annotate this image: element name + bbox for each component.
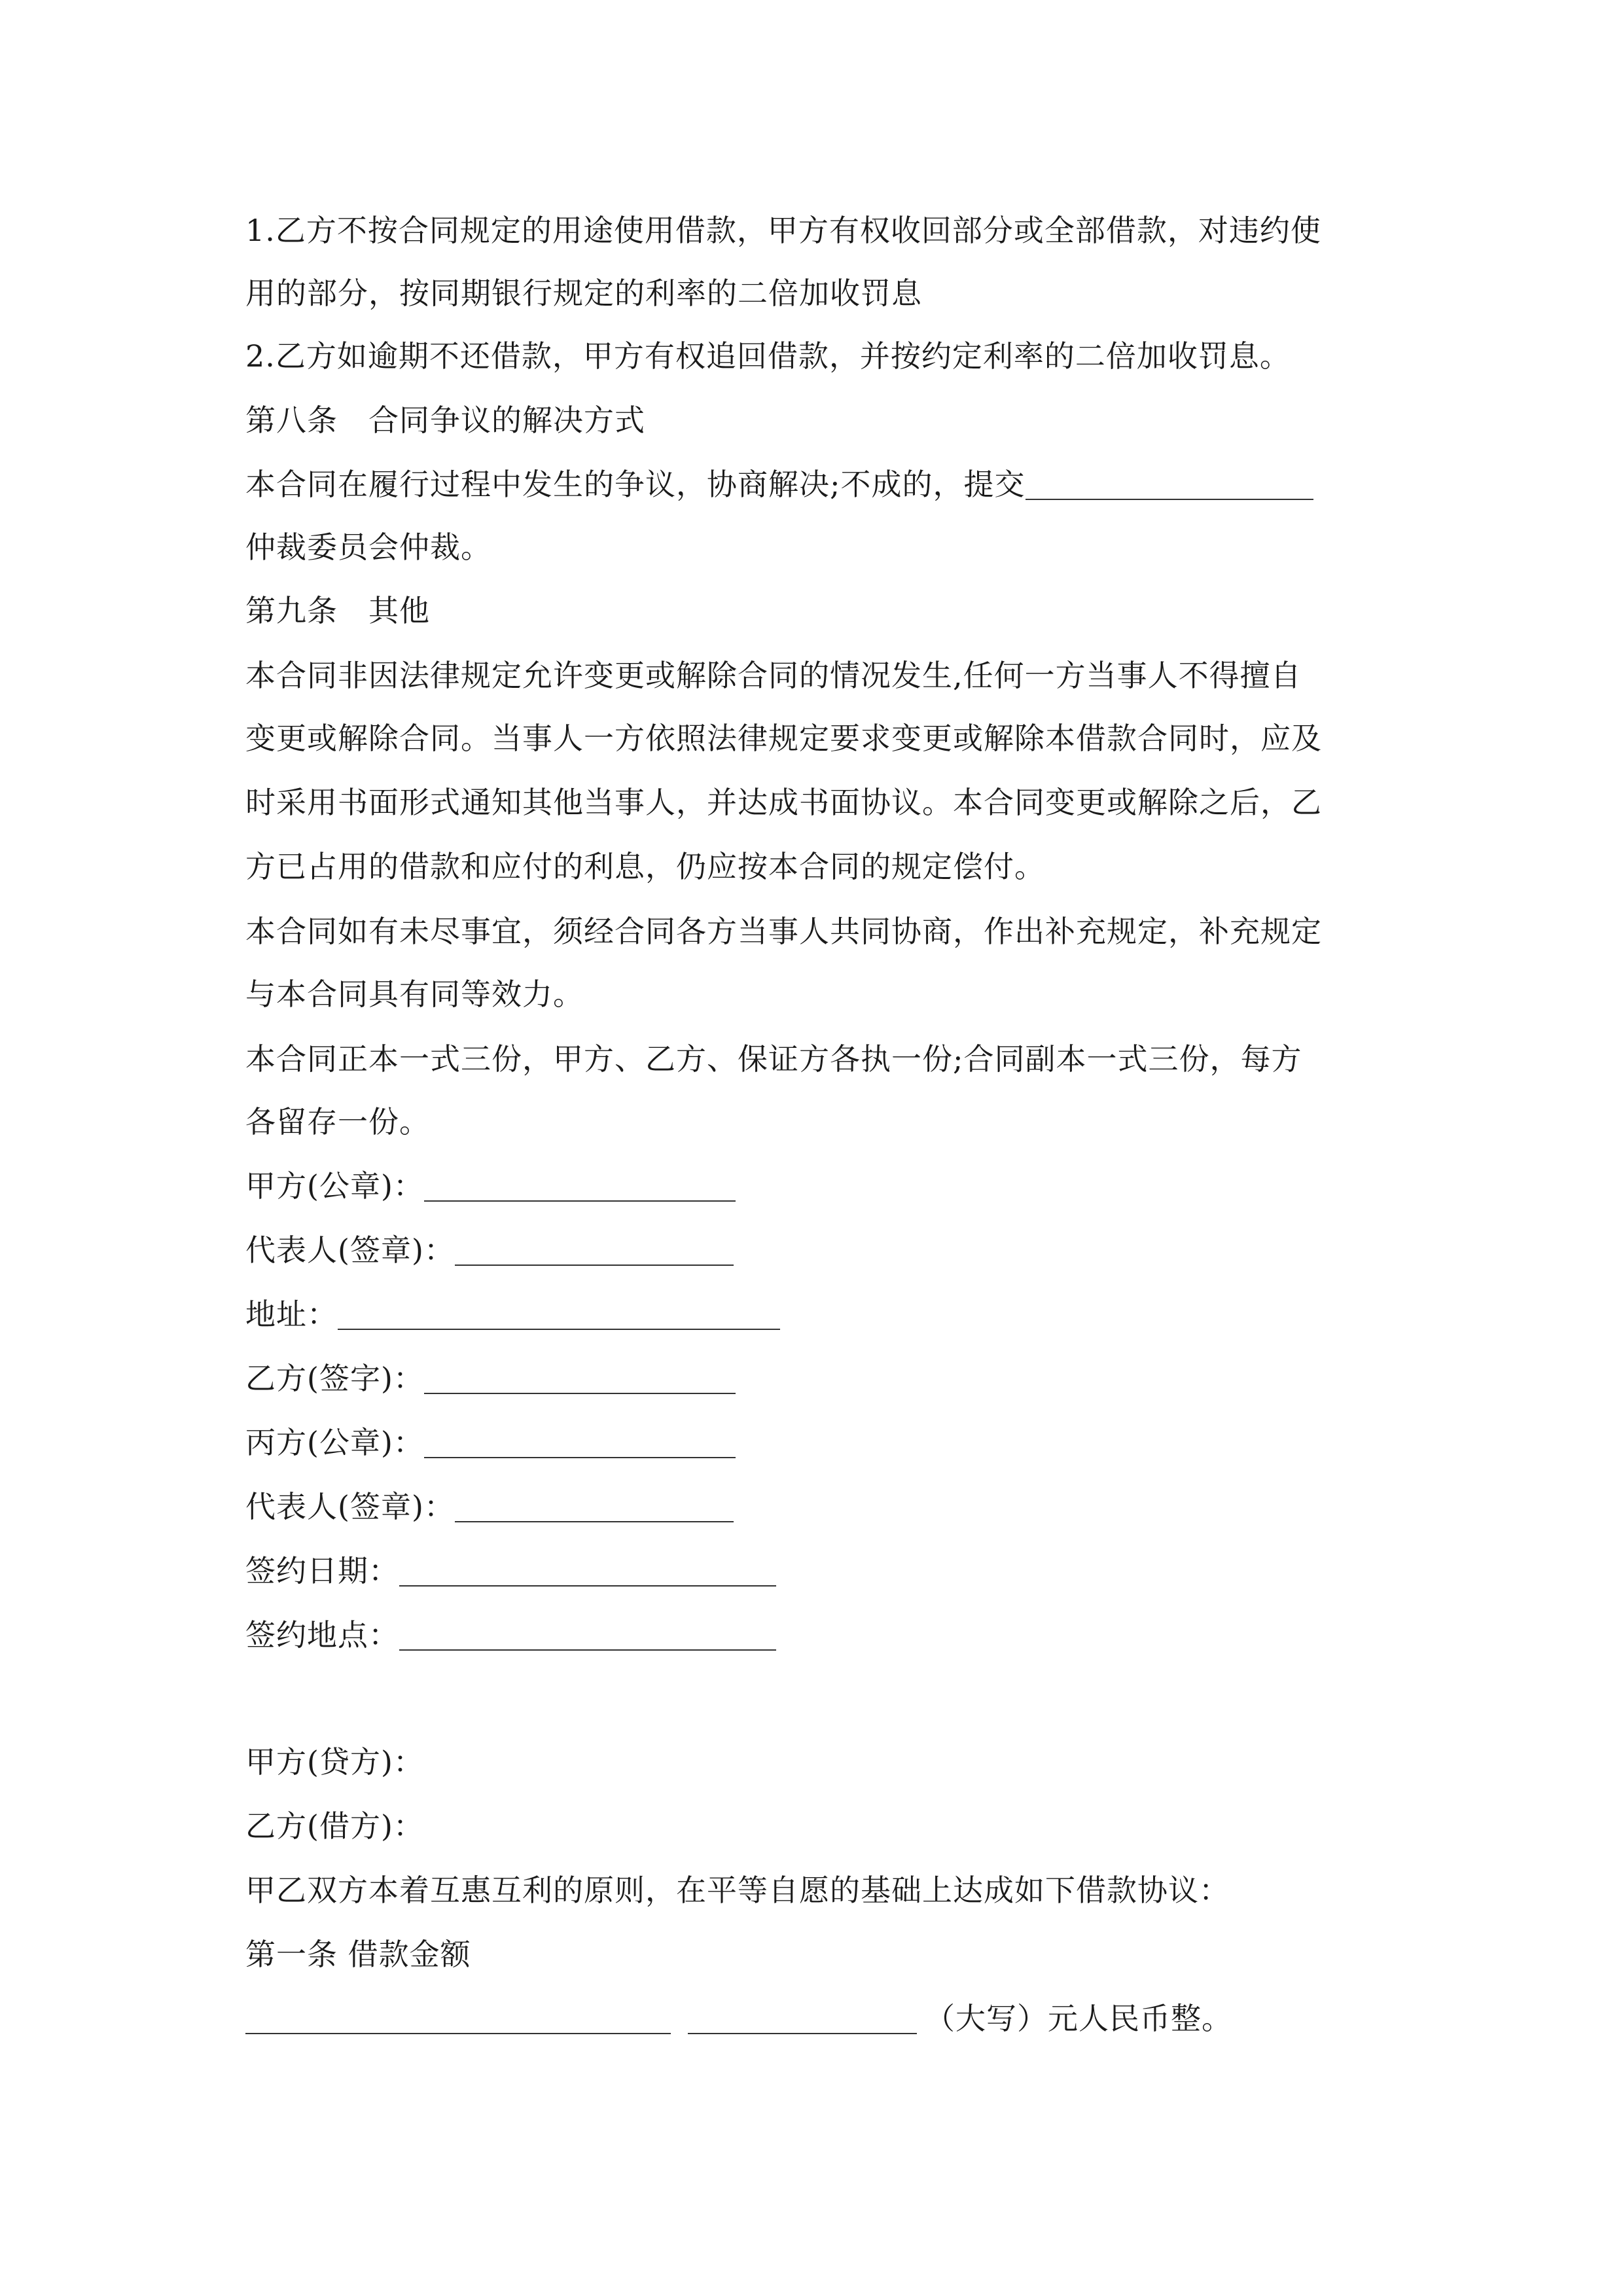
article-9-para-2-line-1: 本合同如有未尽事宜，须经合同各方当事人共同协商，作出补充规定，补充规定 xyxy=(245,914,1322,949)
signing-place-blank[interactable] xyxy=(399,1621,776,1651)
party-c-seal-label: 丙方(公章)： xyxy=(245,1425,424,1460)
article-9-heading: 第九条 其他 xyxy=(245,593,430,628)
article-8-text-line-2: 仲裁委员会仲裁。 xyxy=(245,529,491,565)
party-a-representative-blank[interactable] xyxy=(455,1236,734,1266)
signing-date-label: 签约日期： xyxy=(245,1553,399,1588)
signing-place-label: 签约地点： xyxy=(245,1617,399,1653)
party-c-representative-label: 代表人(签章)： xyxy=(245,1489,455,1524)
clause-7-item-2: 2.乙方如逾期不还借款，甲方有权追回借款，并按约定利率的二倍加收罚息。 xyxy=(245,338,1291,374)
address-row xyxy=(245,1295,780,1334)
lender-label: 甲方(贷方)： xyxy=(245,1744,424,1780)
borrower-label: 乙方(借方)： xyxy=(245,1808,424,1844)
address-blank[interactable] xyxy=(338,1300,780,1330)
article-9-para-1-line-3: 时采用书面形式通知其他当事人，并达成书面协议。本合同变更或解除之后，乙 xyxy=(245,785,1322,820)
article-9-para-1-line-2: 变更或解除合同。当事人一方依照法律规定要求变更或解除本借款合同时，应及 xyxy=(245,721,1322,756)
party-b-signature-row xyxy=(245,1359,736,1398)
party-c-seal-blank[interactable] xyxy=(424,1428,736,1458)
article-9-para-1-line-1: 本合同非因法律规定允许变更或解除合同的情况发生,任何一方当事人不得擅自 xyxy=(245,658,1302,693)
party-a-seal-label: 甲方(公章)： xyxy=(245,1168,424,1204)
article-9-para-3-line-1: 本合同正本一式三份，甲方、乙方、保证方各执一份;合同副本一式三份，每方 xyxy=(245,1041,1302,1077)
signing-date-row xyxy=(245,1551,776,1590)
article-8-text-line-1 xyxy=(245,465,1313,504)
agreement-preamble: 甲乙双方本着互惠互利的原则，在平等自愿的基础上达成如下借款协议： xyxy=(245,1873,1230,1908)
loan-amount-row xyxy=(245,1999,1232,2038)
loan-amount-words-blank[interactable] xyxy=(688,2004,917,2034)
article-9-para-1-line-4: 方已占用的借款和应付的利息，仍应按本合同的规定偿付。 xyxy=(245,849,1045,884)
signing-place-row xyxy=(245,1615,776,1655)
party-a-seal-row xyxy=(245,1166,736,1206)
party-c-seal-row xyxy=(245,1423,736,1462)
party-a-seal-blank[interactable] xyxy=(424,1172,736,1202)
loan-amount-figure-blank[interactable] xyxy=(245,2004,671,2034)
party-a-representative-label: 代表人(签章)： xyxy=(245,1232,455,1268)
article-9-para-3-line-2: 各留存一份。 xyxy=(245,1104,430,1139)
arbitration-committee-blank[interactable] xyxy=(1026,470,1313,500)
loan-amount-suffix: （大写）元人民币整。 xyxy=(925,2001,1232,2036)
article-8-text: 本合同在履行过程中发生的争议，协商解决;不成的，提交 xyxy=(245,467,1026,502)
article-1-heading: 第一条 借款金额 xyxy=(245,1937,471,1972)
party-c-representative-row xyxy=(245,1487,734,1526)
party-b-signature-label: 乙方(签字)： xyxy=(245,1361,424,1396)
clause-7-item-1-line-1: 1.乙方不按合同规定的用途使用借款，甲方有权收回部分或全部借款，对违约使 xyxy=(245,213,1321,248)
party-c-representative-blank[interactable] xyxy=(455,1492,734,1522)
signing-date-blank[interactable] xyxy=(399,1556,776,1587)
article-9-para-2-line-2: 与本合同具有同等效力。 xyxy=(245,977,584,1012)
clause-7-item-1-line-2: 用的部分，按同期银行规定的利率的二倍加收罚息 xyxy=(245,276,922,311)
address-label: 地址： xyxy=(245,1297,338,1332)
party-a-representative-row xyxy=(245,1230,734,1270)
party-b-signature-blank[interactable] xyxy=(424,1364,736,1394)
article-8-heading: 第八条 合同争议的解决方式 xyxy=(245,403,645,438)
